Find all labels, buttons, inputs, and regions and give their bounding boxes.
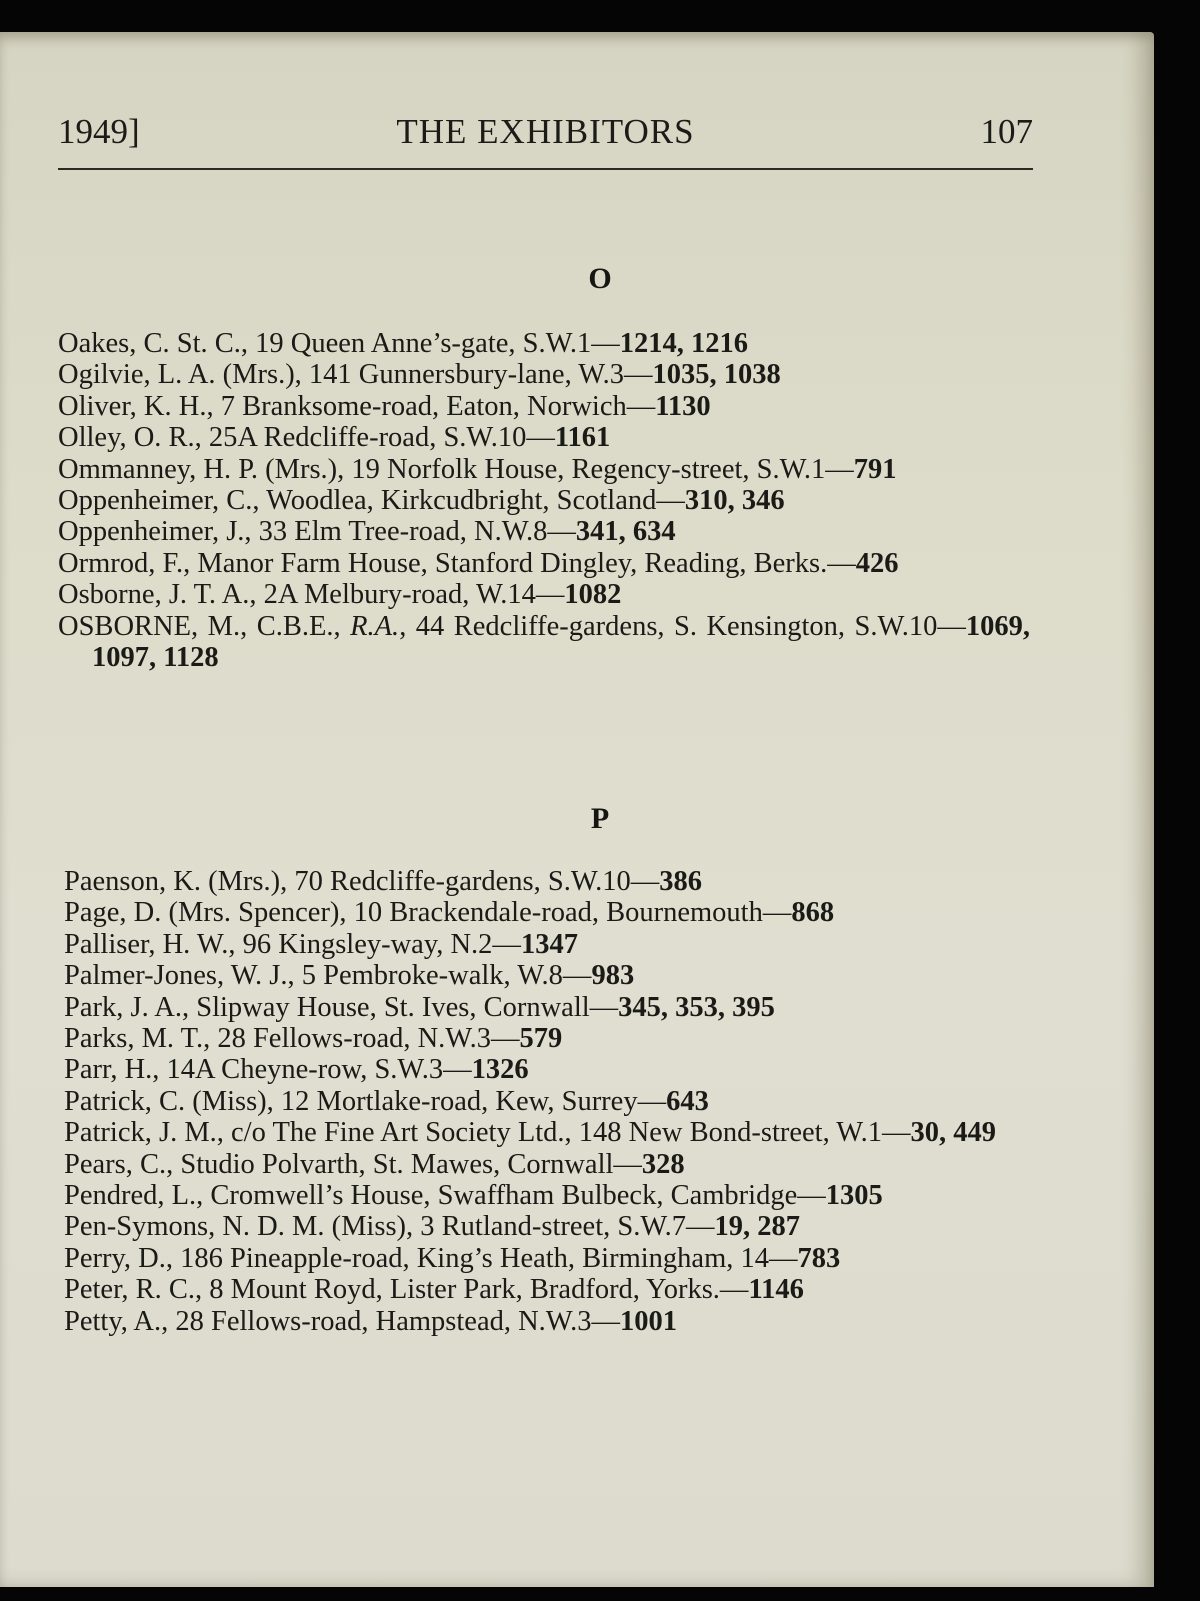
section-p-list [64,866,1028,1337]
list-item: Pendred, L., Cromwell’s House, Swaffham Bulbeck, Cambridge—1305 [64,1180,883,1212]
list-item: Paenson, K. (Mrs.), 70 Redcliffe-gardens, S.W.10—386 [64,866,702,897]
list-item: Ormrod, F., Manor Farm House, Stanford Dingley, Reading, Berks.—426 [58,547,899,579]
page-title: THE EXHIBITORS [396,112,695,151]
list-item: Pears, C., Studio Polvarth, St. Mawes, Cornwall—328 [64,1148,685,1180]
section-letter-o: O [588,262,612,295]
header-year: 1949] [58,112,140,151]
header-rule [58,168,1033,170]
list-item: Patrick, J. M., c/o The Fine Art Society Ltd., 148 New Bond-street, W.1—30, 449 [64,1117,996,1149]
list-item: Parks, M. T., 28 Fellows-road, N.W.3—579 [64,1023,563,1055]
running-head [58,112,1033,172]
list-item: Parr, H., 14A Cheyne-row, S.W.3—1326 [64,1054,529,1086]
list-item: Olley, O. R., 25A Redcliffe-road, S.W.10—1161 [58,422,611,454]
list-item: Osborne, J. T. A., 2A Melbury-road, W.14—1082 [58,579,622,611]
list-item: Palliser, H. W., 96 Kingsley-way, N.2—1347 [64,928,578,960]
section-letter-p: P [590,802,610,835]
section-o-list [58,328,1030,673]
list-item: Ommanney, H. P. (Mrs.), 19 Norfolk House, Regency-street, S.W.1—791 [58,453,897,485]
page-number: 107 [980,112,1033,151]
list-item: Petty, A., 28 Fellows-road, Hampstead, N.W.3—1001 [64,1305,677,1337]
list-item: OSBORNE, M., C.B.E., R.A., 44 Redcliffe-gardens, S. Kensington, S.W.10—1069, 1097, 1128 [58,610,1030,674]
list-item: Oppenheimer, J., 33 Elm Tree-road, N.W.8—341, 634 [58,516,676,548]
list-item: Park, J. A., Slipway House, St. Ives, Cornwall—345, 353, 395 [64,991,775,1023]
list-item: Oppenheimer, C., Woodlea, Kirkcudbright, Scotland—310, 346 [58,485,785,517]
list-item: Peter, R. C., 8 Mount Royd, Lister Park, Bradford, Yorks.—1146 [64,1274,804,1306]
list-item: Palmer-Jones, W. J., 5 Pembroke-walk, W.8—983 [64,960,635,992]
list-item: Page, D. (Mrs. Spencer), 10 Brackendale-road, Bournemouth—868 [64,897,835,929]
list-item: Ogilvie, L. A. (Mrs.), 141 Gunnersbury-lane, W.3—1035, 1038 [58,359,781,391]
list-item: Oakes, C. St. C., 19 Queen Anne’s-gate, S.W.1—1214, 1216 [58,328,749,359]
list-item: Perry, D., 186 Pineapple-road, King’s Heath, Birmingham, 14—783 [64,1242,841,1274]
list-item: Oliver, K. H., 7 Branksome-road, Eaton, Norwich—1130 [58,390,711,422]
list-item: Patrick, C. (Miss), 12 Mortlake-road, Kew, Surrey—643 [64,1085,709,1117]
list-item: Pen-Symons, N. D. M. (Miss), 3 Rutland-street, S.W.7—19, 287 [64,1211,800,1243]
